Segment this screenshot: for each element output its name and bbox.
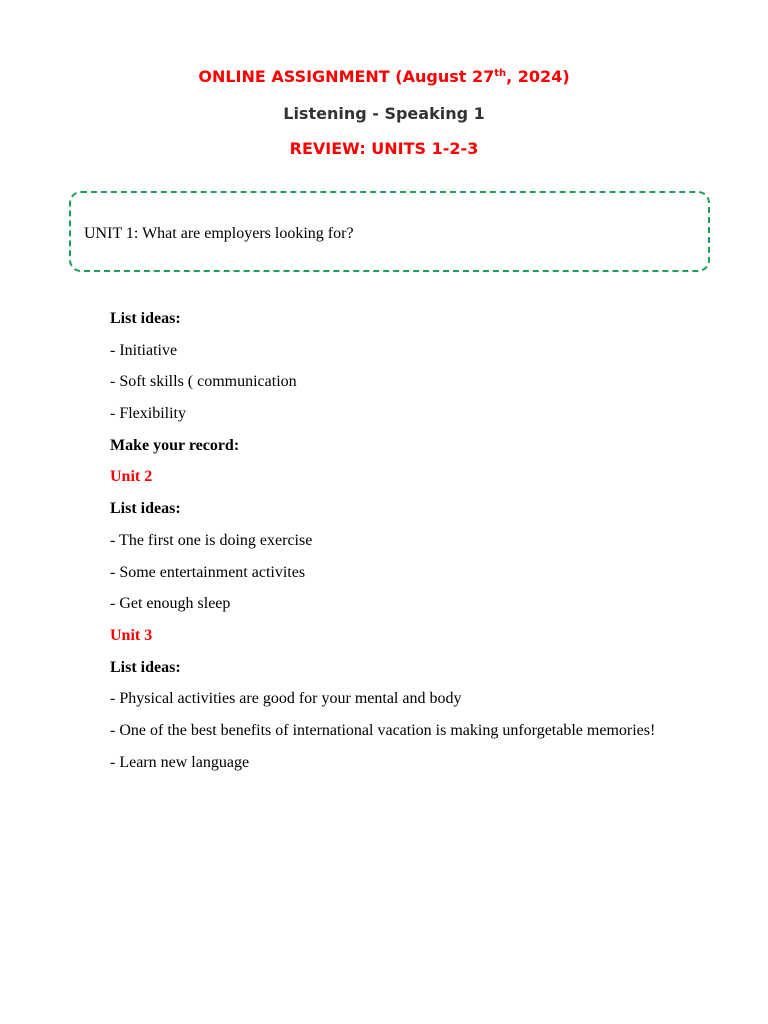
assignment-title-main: ONLINE ASSIGNMENT (August 27	[198, 67, 495, 86]
unit1-idea-item: - Initiative	[110, 341, 178, 359]
course-subtitle: Listening - Speaking 1	[283, 104, 485, 123]
unit3-idea-item: - Physical activities are good for your mental and body	[110, 690, 462, 708]
unit3-heading: Unit 3	[110, 626, 153, 644]
unit1-idea-item: - Flexibility	[110, 405, 186, 423]
assignment-title-superscript: th	[494, 68, 507, 79]
make-record-label: Make your record:	[110, 436, 240, 454]
unit2-idea-item: - Some entertainment activites	[110, 563, 306, 581]
unit1-question: UNIT 1: What are employers looking for?	[84, 225, 354, 242]
document-body	[110, 309, 730, 784]
unit2-list-heading: List ideas:	[110, 500, 181, 518]
assignment-title-end: , 2024)	[506, 67, 570, 86]
unit2-idea-item: - Get enough sleep	[110, 595, 231, 613]
unit3-idea-item: - Learn new language	[110, 753, 250, 771]
unit2-idea-item: - The first one is doing exercise	[110, 531, 313, 549]
unit1-list-heading: List ideas:	[110, 310, 181, 327]
review-heading: REVIEW: UNITS 1-2-3	[289, 139, 479, 158]
unit1-idea-item: - Soft skills ( communication	[110, 373, 297, 391]
unit1-question-box	[69, 191, 710, 272]
unit3-list-heading: List ideas:	[110, 658, 181, 676]
unit2-heading: Unit 2	[110, 468, 153, 486]
unit3-idea-item: - One of the best benefits of international vacation is making unforgetable memories!	[110, 721, 656, 739]
assignment-title	[0, 67, 768, 87]
